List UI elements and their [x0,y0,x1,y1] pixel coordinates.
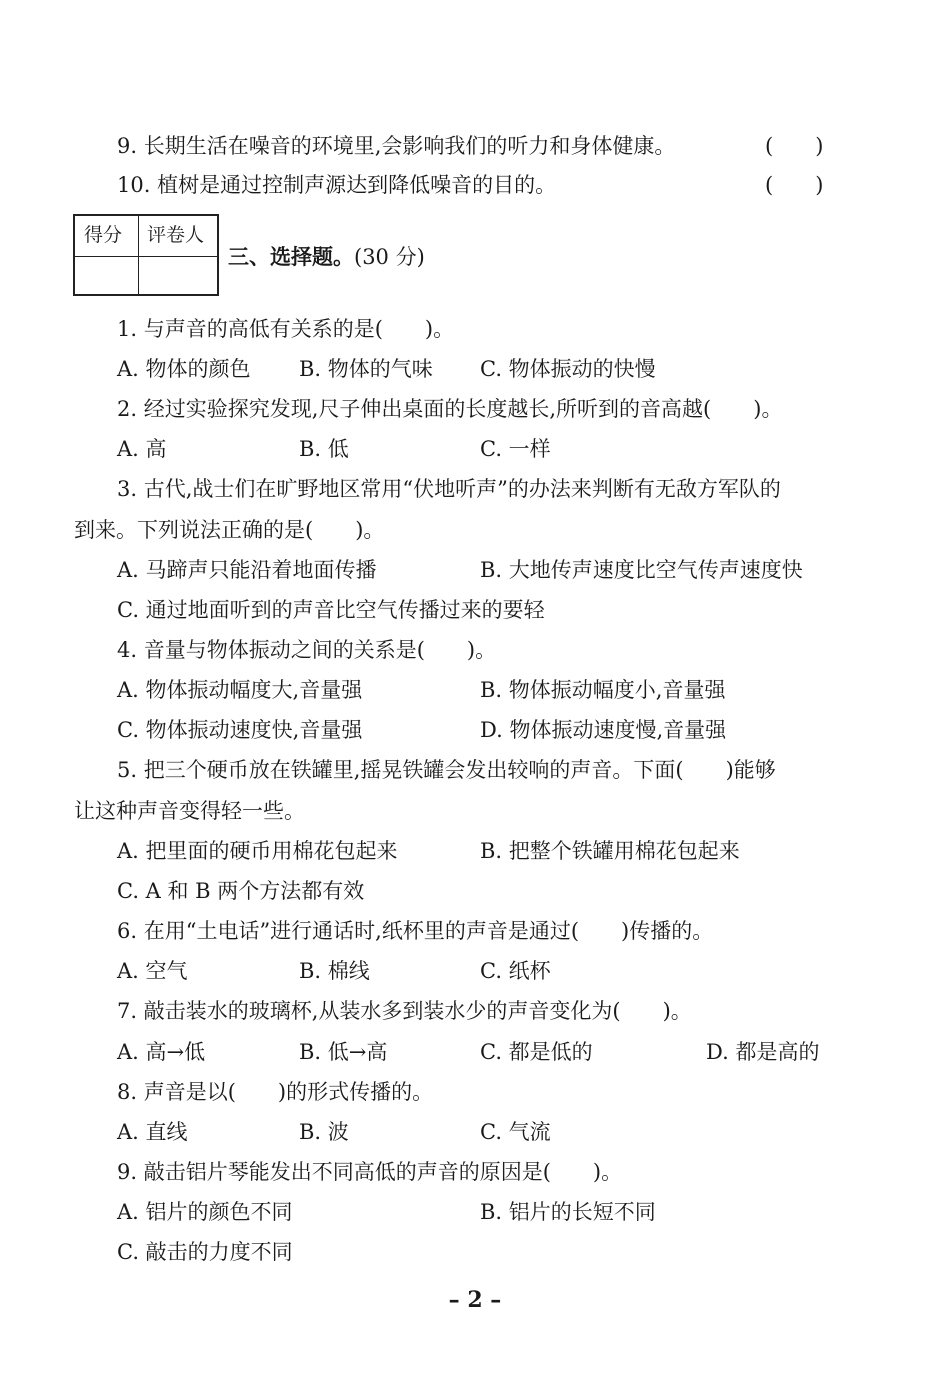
answer-blank[interactable]: ( ) [765,134,824,158]
score-label: 得分 [84,224,123,246]
page-number: – 2 – [448,1287,502,1313]
option-a[interactable]: A. 空气 [117,959,188,983]
option-d[interactable]: D. 都是高的 [706,1040,820,1064]
option-b[interactable]: B. 铝片的长短不同 [480,1200,656,1224]
question-stem: 1. 与声音的高低有关系的是( )。 [117,317,455,341]
question-stem: 8. 声音是以( )的形式传播的。 [117,1080,434,1104]
option-a[interactable]: A. 铝片的颜色不同 [117,1200,293,1224]
answer-blank[interactable]: ( ) [765,173,824,197]
option-b[interactable]: B. 把整个铁罐用棉花包起来 [480,839,740,863]
section-title [228,243,425,271]
option-a[interactable]: A. 高→低 [117,1040,206,1064]
option-c[interactable]: C. 纸杯 [480,959,551,983]
section-points: (30 分) [354,245,425,269]
grader-label: 评卷人 [147,224,205,246]
option-c[interactable]: C. 气流 [480,1120,551,1144]
question-stem: 3. 古代,战士们在旷野地区常用“伏地听声”的办法来判断有无敌方军队的 [117,477,781,501]
option-d[interactable]: D. 物体振动速度慢,音量强 [480,718,727,742]
option-c[interactable]: C. 敲击的力度不同 [117,1240,293,1264]
question-stem: 6. 在用“土电话”进行通话时,纸杯里的声音是通过( )传播的。 [117,919,714,943]
question-stem: 5. 把三个硬币放在铁罐里,摇晃铁罐会发出较响的声音。下面( )能够 [117,758,776,782]
option-c[interactable]: C. 物体振动速度快,音量强 [117,718,363,742]
option-b[interactable]: B. 大地传声速度比空气传声速度快 [480,558,803,582]
option-a[interactable]: A. 马蹄声只能沿着地面传播 [117,558,377,582]
score-box [73,214,219,296]
judgment-item-10: 10. 植树是通过控制声源达到降低噪音的目的。 [117,173,557,197]
option-c[interactable]: C. A 和 B 两个方法都有效 [117,879,365,903]
option-b[interactable]: B. 低→高 [299,1040,388,1064]
score-box-divider [138,216,139,294]
question-stem-continuation: 到来。下列说法正确的是( )。 [74,518,385,542]
question-stem: 2. 经过实验探究发现,尺子伸出桌面的长度越长,所听到的音高越( )。 [117,397,783,421]
question-stem: 9. 敲击铝片琴能发出不同高低的声音的原因是( )。 [117,1160,623,1184]
option-c[interactable]: C. 一样 [480,437,551,461]
option-a[interactable]: A. 高 [117,437,167,461]
option-a[interactable]: A. 物体振动幅度大,音量强 [117,678,363,702]
option-b[interactable]: B. 物体的气味 [299,357,433,381]
option-a[interactable]: A. 把里面的硬币用棉花包起来 [117,839,398,863]
option-a[interactable]: A. 直线 [117,1120,188,1144]
option-b[interactable]: B. 波 [299,1120,349,1144]
option-c[interactable]: C. 都是低的 [480,1040,593,1064]
option-b[interactable]: B. 棉线 [299,959,370,983]
option-a[interactable]: A. 物体的颜色 [117,357,251,381]
judgment-item-9: 9. 长期生活在噪音的环境里,会影响我们的听力和身体健康。 [117,134,676,158]
option-b[interactable]: B. 低 [299,437,349,461]
question-stem: 4. 音量与物体振动之间的关系是( )。 [117,638,497,662]
section-title-text: 三、选择题。 [228,244,354,269]
option-b[interactable]: B. 物体振动幅度小,音量强 [480,678,726,702]
option-c[interactable]: C. 物体振动的快慢 [480,357,656,381]
option-c[interactable]: C. 通过地面听到的声音比空气传播过来的要轻 [117,598,545,622]
question-stem-continuation: 让这种声音变得轻一些。 [74,799,305,823]
score-box-divider [75,256,217,257]
question-stem: 7. 敲击装水的玻璃杯,从装水多到装水少的声音变化为( )。 [117,999,692,1023]
